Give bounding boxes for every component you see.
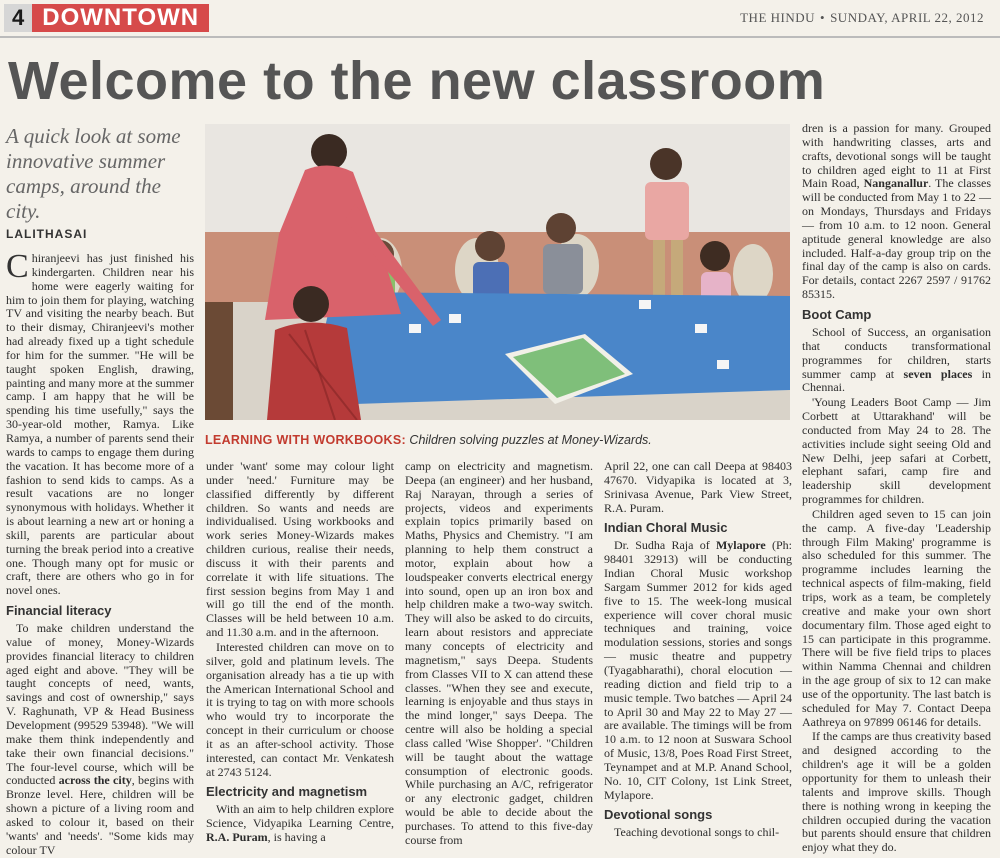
paragraph: School of Success, an organisation that conducts transformational programmes for children, starts summer camp at seven places in Chennai. bbox=[802, 324, 992, 395]
paragraph: 'Young Leaders Boot Camp — Jim Corbett at Uttarakhand' will be conducted from May 24 to 28. The activities include sight seeing Old and New Delhi, jeep safari at Corbett, elephant safari, camp fire and leadership skill development programmes for children. bbox=[802, 395, 991, 507]
paragraph: Chiranjeevi has just finished his kindergarten. Children near his home were eagerly waiting for him to join them for playing, watching TV and visiting the nearby beach. But to their dismay, Chiranjeevi's mother had already fixed up a tight schedule for him for the summer. "He will be taught spoken English, drawing, painting and many more at the summer camp. I am happy that he will be spending his time usefully," says the 30-year-old mother, Ramya. Like Ramya, a number of parents send their wards to camps to engage them during the vacation. It has become more of a fashion to send kids to camps. As a result vacations are no longer synonymous with holidays. Whether it is about learning a new art or honing a skill, parents are particular about turning the break period into a creative one. Though many opt for music or craft, there are others who go in for novel ones. bbox=[6, 248, 194, 598]
subhead-financial-literacy: Financial literacy bbox=[6, 603, 112, 619]
section-tab bbox=[4, 4, 209, 32]
column-5 bbox=[802, 122, 991, 856]
paragraph: April 22, one can call Deepa at 98403 47670. Vidyapika is located at 3, Srinivasa Avenue, Park View Street, R.A. Puram. bbox=[604, 459, 792, 515]
paragraph: Interested children can move on to silver, gold and platinum levels. The organisation already has a tie up with the American International School and it is trying to tag on with more schools who would try to incorporate the concept in their curriculum or choose it as an after-school activity. Those interested, can contact Mr. Venkatesh at 2743 5124. bbox=[206, 639, 394, 779]
headline: Welcome to the new classroom bbox=[8, 51, 826, 111]
paragraph: If the camps are thus creativity based and designed according to the children's age it will be a golden opportunity for them to unleash their talents and improve skills. Though there is nothing wrong in keeping the children occupied during the vacation but parents should ensure that children enjoy what they do. bbox=[802, 729, 991, 855]
header-rule bbox=[0, 36, 1000, 38]
photo-illustration bbox=[205, 124, 790, 420]
subhead-indian-choral-music: Indian Choral Music bbox=[604, 520, 728, 536]
paragraph: under 'want' some may colour light under 'need.' Furniture may be classified differently by different children. So wants and needs are individualised. Using workbooks and work series Money-Wizards makes children curious, realise their needs, discuss it with their parents and correlate it with life situations. The first session begins from May 1 and will go till the end of the month. Classes will be held between 10 a.m. and 11.30 a.m. and in the afternoon. bbox=[206, 459, 394, 640]
byline: LALITHASAI bbox=[6, 227, 88, 241]
page-number: 4 bbox=[4, 4, 32, 32]
column-4 bbox=[604, 460, 792, 841]
paragraph: dren is a passion for many. Grouped with handwriting classes, arts and crafts, devotional songs will be taught to children aged eight to 11 at First Main Road, Nanganallur. The classes will be conducted from May 1 to 22 — on Mondays, Thursdays and Fridays — from 10 a.m. to 12 noon. General aptitude general knowledge are also included. Half-a-day group trip on the final day of the camp is also on cards. For details, contact 2267 2597 / 91762 85315. bbox=[802, 121, 991, 302]
paragraph: With an aim to help children explore Science, Vidyapika Learning Centre, R.A. Puram, is having a bbox=[206, 802, 394, 845]
paragraph: Children aged seven to 15 can join the camp. A five-day 'Leadership through Film Making' programme is also scheduled for this summer. The programme includes learning the technical aspects of film-making, field trips, work as a team, be completely creative and make your own short documentary film. Those aged eight to 15 can participate in this programme. There will be five field trips to places within Namma Chennai and children in the age group of six to 12 can make use of the opportunity. The last batch is scheduled for May 7. Contact Deepa Aathreya on 97899 06146 for details. bbox=[802, 506, 991, 729]
subhead-electricity-magnetism: Electricity and magnetism bbox=[206, 784, 368, 800]
section-name: DOWNTOWN bbox=[32, 4, 209, 32]
paragraph: To make children understand the value of money, Money-Wizards provides financial literacy to children aged eight and above. "They will be taught concepts of need, wants, savings and cost of ownership," says V. Raghunath, VP & Head Business Development (99529 53948). "We will make them think independently and take their own financial decisions." The four-level course, which will be conducted across the city, begins with Bronze level. Here, children will be shown a picture of a living room and asked to colour it, based on their 'wants' and 'needs'. "Some kids may colour TV bbox=[6, 621, 194, 857]
subhead-devotional-songs: Devotional songs bbox=[604, 807, 713, 823]
standfirst: A quick look at some innovative summer camps, around the city. bbox=[6, 124, 181, 223]
caption-text: Children solving puzzles at Money-Wizards. bbox=[409, 433, 652, 447]
masthead bbox=[740, 10, 984, 26]
issue-date: SUNDAY, APRIL 22, 2012 bbox=[830, 10, 984, 25]
paragraph: Teaching devotional songs to chil- bbox=[614, 825, 780, 840]
column-2 bbox=[206, 460, 394, 846]
paragraph: Dr. Sudha Raja of Mylapore (Ph: 98401 32913) will be conducting Indian Choral Music workshop Sargam Summer 2012 for kids aged five to 15. The week-long musical experience will cover choral music techniques and training, voice modulation sessions, stories and songs — music theatre and puppetry (Tyagabharathi), choral elocution — reading diction and field trip to a music temple. Two batches — April 24 to April 30 and May 22 to May 27 — are available. The timings will be from 10 a.m. to 12 noon at Suswara School of Music, 13/8, Poes Road First Street, Teynampet and at M.P. Anand School, No. 10, CIT Colony, 1st Link Street, Mylapore. bbox=[604, 538, 793, 802]
drop-cap: C bbox=[6, 248, 29, 285]
caption-label: LEARNING WITH WORKBOOKS: bbox=[205, 433, 406, 447]
paragraph: camp on electricity and magnetism. Deepa (an engineer) and her husband, Raj Narayan, through a series of projects, videos and experiments explain topics primarily based on Maths, Physics and Chemistry. "I am planning to help them construct a motor, explain about how a loudspeaker converts electrical energy into sound, open up an iron box and help children make a two-way switch. They will also be asked to do circuits, learn about resistors and appreciate many concepts of electricity and magnetism," says Deepa. Students from Classes VII to X can attend these classes. "When they see and execute, learning is enjoyable and thus stays in the mind longer," says Deepa. The centre will also be holding a special class called 'Wise Shopper'. "Children will be taught about the wattage consumption of electronic goods. While purchasing an A/C, refrigerator or any electronic gadget, children would be able to decide about the purchases. To attend to this five-day course from bbox=[405, 459, 593, 847]
bullet-icon: • bbox=[820, 10, 826, 25]
column-1 bbox=[6, 248, 194, 858]
paper-name: THE HINDU bbox=[740, 10, 816, 25]
photo-caption bbox=[205, 433, 795, 447]
column-3 bbox=[405, 460, 593, 849]
classroom-photo bbox=[205, 124, 790, 420]
subhead-boot-camp: Boot Camp bbox=[802, 306, 872, 322]
